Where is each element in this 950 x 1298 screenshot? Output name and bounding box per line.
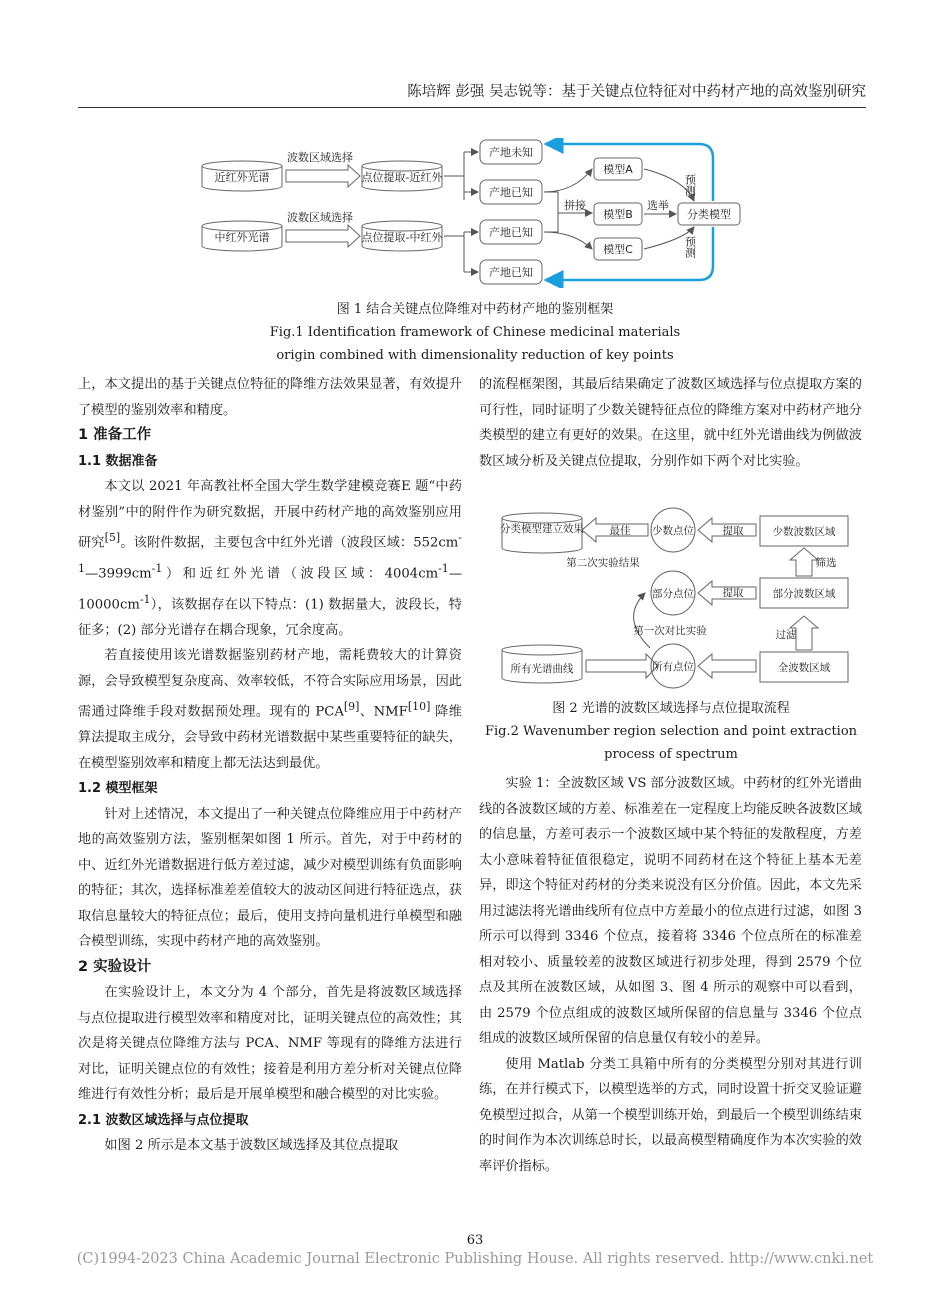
figure-1-caption-en-2: origin combined with dimensionality reduction of key points [276, 348, 674, 363]
node-known-1: 产地已知 [489, 186, 533, 199]
node-known-2: 产地已知 [489, 226, 533, 239]
node-nir: 近红外光谱 [214, 171, 270, 184]
node-mir: 中红外光谱 [214, 231, 270, 244]
node-model-a: 模型A [603, 163, 633, 176]
section-1-heading: 1 准备工作 [78, 427, 152, 443]
figure-2-caption [478, 697, 864, 766]
node-extract-nir: 点位提取-近红外 [361, 171, 443, 184]
node-result: 分类模型建立效果 [500, 523, 584, 535]
right-column-top [479, 372, 862, 474]
node-all-bands: 全波数区域 [777, 662, 831, 674]
left-paragraph-5: 如图 2 所示是本文基于波数区域选择及其位点提取 [104, 1138, 399, 1154]
figure-2-caption-en-1: Fig.2 Wavenumber region selection and point extraction [484, 724, 858, 739]
node-known-3: 产地已知 [489, 266, 533, 279]
node-all-curves: 所有光谱曲线 [510, 663, 574, 675]
figure-1-diagram [180, 138, 750, 288]
left-paragraph-4: 在实验设计上，本文分为 4 个部分，首先是将波数区域选择与点位提取进行模型效率和精度对比，证明关键点位的高效性；其次是将关键点位降维方法与 PCA、NMF 等现有的降维方法进行对比，证明关键点位的有效性；接着是利用方差分析对关键点位降维进行有效性分析；最后是开展单模型和融合模型的对比实验。 [78, 985, 462, 1103]
right-paragraph-2: 使用 Matlab 分类工具箱中所有的分类模型分别对其进行训练，在并行模式下，以模型选举的方式，同时设置十折交叉验证避免模型过拟合，从第一个模型训练开始，到最后一个模型训练结束的时间作为本次训练总时长，以最高模型精确度作为本次实验的效率评价指标。 [479, 1056, 862, 1174]
node-predict-1: 预测 [683, 174, 697, 196]
node-filter-1: 筛选 [815, 557, 837, 569]
node-second-result: 第二次实验结果 [566, 557, 640, 569]
node-all-points: 所有点位 [652, 661, 694, 673]
node-extract-mir: 点位提取-中红外 [361, 231, 443, 244]
node-extract-2: 提取 [722, 587, 744, 599]
running-header: 陈培辉 彭强 吴志锐等：基于关键点位特征对中药材产地的高效鉴别研究 [78, 80, 866, 108]
figure-1-caption [200, 298, 750, 367]
left-paragraph-1: 本文以 2021 年高教社杯全国大学生数学建模竞赛E 题“中药材鉴别”中的附件作为研究数据，开展中药材产地的高效鉴别应用研究[5]。该附件数据，主要包含中红外光谱（波段区域：$552cm^{-1}—3999cm^{-1}$）和近红外光谱（波段区域：$4004cm^{-1}—10000cm^{-1}$），该数据存在以下特点：(1) 数据量大，波段长，特征多；(2) 部分光谱存在耦合现象，冗余度高。 [78, 479, 462, 638]
node-unknown-1: 产地未知 [489, 146, 533, 159]
node-band-sel-2: 波数区域选择 [287, 211, 353, 224]
right-paragraph-1: 实验 1：全波数区域 VS 部分波数区域。中药材的红外光谱曲线的各波数区域的方差、标准差在一定程度上均能反映各波数区域的信息量，方差可表示一个波数区域中某个特征的发散程度，方差太小意味着特征值很稳定，说明不同药材在这个特征上基本无差异，即这个特征对药材的分类来说没有区分价值。因此，本文先采用过滤法将光谱曲线所有位点中方差最小的位点进行过滤，如图 3 所示可以得到 3346 个位点，接着将 3346 个位点所在的标准差相对较小、质量较差的波数区域进行初步处理，得到 2579 个位点及其所在波数区域，从如图 3、图 4 所示的观察中可以看到，由 2579 个位点组成的波数区域所保留的信息量与 3346 个位点组成的波数区域所保留的信息量仅有较小的差异。 [479, 776, 862, 1046]
figure-2-diagram [490, 500, 860, 690]
figure-1-caption-en-1: Fig.1 Identification framework of Chinese medicinal materials [269, 325, 681, 340]
left-column [78, 372, 462, 1159]
node-part-bands: 部分波数区域 [772, 588, 836, 600]
node-band-sel-1: 波数区域选择 [287, 151, 353, 164]
copyright-footer: (C)1994-2023 China Academic Journal Electronic Publishing House. All rights reserved. http://www.cnki.net [76, 1251, 874, 1267]
figure-2-caption-cn: 图 2 光谱的波数区域选择与点位提取流程 [552, 701, 790, 716]
section-1-1-heading: 1.1 数据准备 [78, 453, 158, 469]
left-paragraph-2: 若直接使用该光谱数据鉴别药材产地，需耗费较大的计算资源，会导致模型复杂度高、效率较低，不符合实际应用场景，因此需通过降维手段对数据预处理。现有的 PCA[9]、NMF[10] 降维算法提取主成分，会导致中药材光谱数据中某些重要特征的缺失，在模型鉴别效率和精度上都无法达到最优。 [78, 648, 462, 771]
node-first-compare: 第一次对比实验 [633, 625, 707, 637]
node-model-b: 模型B [603, 208, 633, 221]
left-paragraph-3: 针对上述情况，本文提出了一种关键点位降维应用于中药材产地的高效鉴别方法，鉴别框架如图 1 所示。首先，对于中药材的中、近红外光谱数据进行低方差过滤，减少对模型训练有负面影响的特征；其次，选择标准差差值较大的波动区间进行特征选点，获取信息量较大的特征点位；最后，使用支持向量机进行单模型和融合模型训练，实现中药材产地的高效鉴别。 [78, 806, 462, 950]
figure-2-caption-en-2: process of spectrum [604, 747, 738, 762]
node-few-points: 少数点位 [652, 525, 694, 537]
right-paragraph-0: 的流程框架图，其最后结果确定了波数区域选择与位点提取方案的可行性，同时证明了少数关键特征点位的降维方案对中药材产地分类模型的建立有更好的效果。在这里，就中红外光谱曲线为例做波数区域分析及关键点位提取，分别作如下两个对比实验。 [479, 377, 862, 469]
node-extract-1: 提取 [722, 525, 744, 537]
node-best: 最佳 [609, 525, 631, 537]
node-filter-2: 过滤 [775, 629, 797, 641]
left-paragraph-0: 上，本文提出的基于关键点位特征的降维方法效果显著，有效提升了模型的鉴别效率和精度。 [78, 377, 462, 418]
section-2-heading: 2 实验设计 [78, 958, 152, 975]
node-part-points: 部分点位 [652, 588, 694, 600]
right-column-bottom [479, 771, 862, 1179]
page-number: 63 [466, 1233, 484, 1248]
figure-1-caption-cn: 图 1 结合关键点位降维对中药材产地的鉴别框架 [336, 302, 614, 317]
section-2-1-heading: 2.1 波数区域选择与点位提取 [78, 1112, 249, 1128]
node-predict-2: 预测 [683, 236, 697, 258]
node-splice: 拼接 [564, 199, 586, 212]
node-classifier: 分类模型 [687, 208, 731, 221]
node-few-bands: 少数波数区域 [772, 526, 836, 538]
node-model-c: 模型C [603, 243, 633, 256]
section-1-2-heading: 1.2 模型框架 [78, 781, 158, 797]
node-vote: 选举 [647, 199, 669, 212]
